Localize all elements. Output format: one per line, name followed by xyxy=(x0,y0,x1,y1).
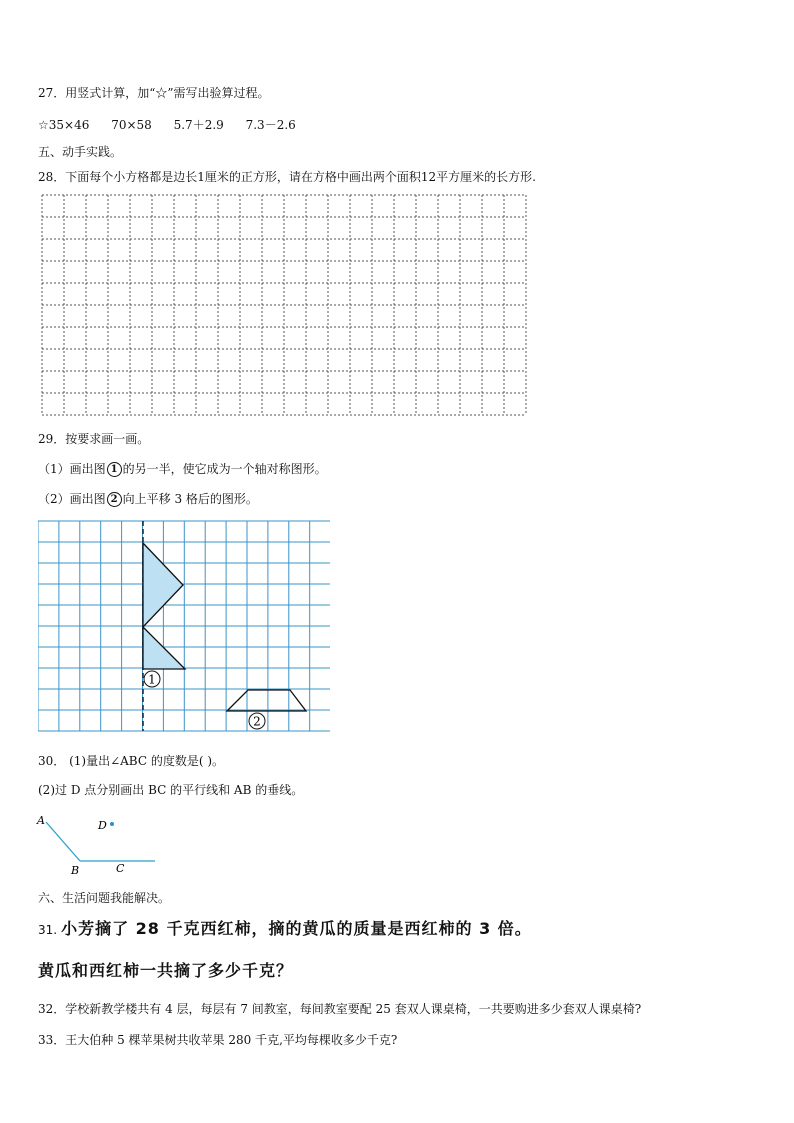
shape-one-lower xyxy=(143,627,185,669)
q29-sub2-post: 向上平移 3 格后的图形。 xyxy=(122,492,258,506)
section-five-heading: 五、动手实践。 xyxy=(38,145,123,159)
q32-text: 32．学校新教学楼共有 4 层，每层有 7 间教室，每间教室要配 25 套双人课桌椅，一共要购进多少套双人课桌椅? xyxy=(38,1002,642,1016)
q29-sub2 xyxy=(38,490,258,507)
point-b-label: B xyxy=(71,864,80,877)
q31-line2: 黄瓜和西红柿一共摘了多少千克？ xyxy=(38,961,294,980)
q31-line1 xyxy=(38,916,532,939)
q33-text: 33．王大伯种 5 棵苹果树共收苹果 280 千克,平均每棵收多少千克? xyxy=(38,1033,398,1047)
q31-line1-text: 小芳摘了 28 千克西红柿，摘的黄瓜的质量是西红柿的 3 倍。 xyxy=(61,919,532,938)
q29-figure-grid xyxy=(38,519,330,735)
expression-4: 7.3－2.6 xyxy=(245,118,296,132)
expression-3: 5.7＋2.9 xyxy=(173,118,224,132)
q30-part1: 30． (1)量出∠ABC 的度数是( )。 xyxy=(38,754,225,768)
expression-1: ☆35×46 xyxy=(38,118,90,132)
q30-angle-figure xyxy=(34,810,164,880)
q30-part2: (2)过 D 点分别画出 BC 的平行线和 AB 的垂线。 xyxy=(38,783,304,797)
point-d-label: D xyxy=(98,819,107,832)
point-a-label: A xyxy=(37,814,45,827)
section-six-heading: 六、生活问题我能解决。 xyxy=(38,891,171,905)
shape-two-trapezoid xyxy=(227,690,306,711)
q27-text: 27．用竖式计算，加“☆”需写出验算过程。 xyxy=(38,86,270,100)
q29-sub1-pre: （1）画出图 xyxy=(38,462,106,476)
ray-ba xyxy=(46,822,80,861)
q28-dashed-grid xyxy=(40,193,530,417)
q29-sub1-post: 的另一半，使它成为一个轴对称图形。 xyxy=(122,462,327,476)
point-c-label: C xyxy=(116,862,125,875)
point-d-dot xyxy=(110,822,114,826)
q29-text: 29．按要求画一画。 xyxy=(38,432,150,446)
expression-2: 70×58 xyxy=(111,118,152,132)
q29-sub2-pre: （2）画出图 xyxy=(38,492,106,506)
q27-expressions xyxy=(38,116,314,133)
q29-sub1 xyxy=(38,460,327,477)
circled-two-icon: 2 xyxy=(107,492,122,507)
q28-text: 28．下面每个小方格都是边长1厘米的正方形，请在方格中画出两个面积12平方厘米的长方形. xyxy=(38,170,536,184)
label-two: 2 xyxy=(253,714,261,729)
label-one: 1 xyxy=(148,672,156,687)
circled-one-icon: 1 xyxy=(107,462,122,477)
q31-number: 31. xyxy=(38,923,58,937)
